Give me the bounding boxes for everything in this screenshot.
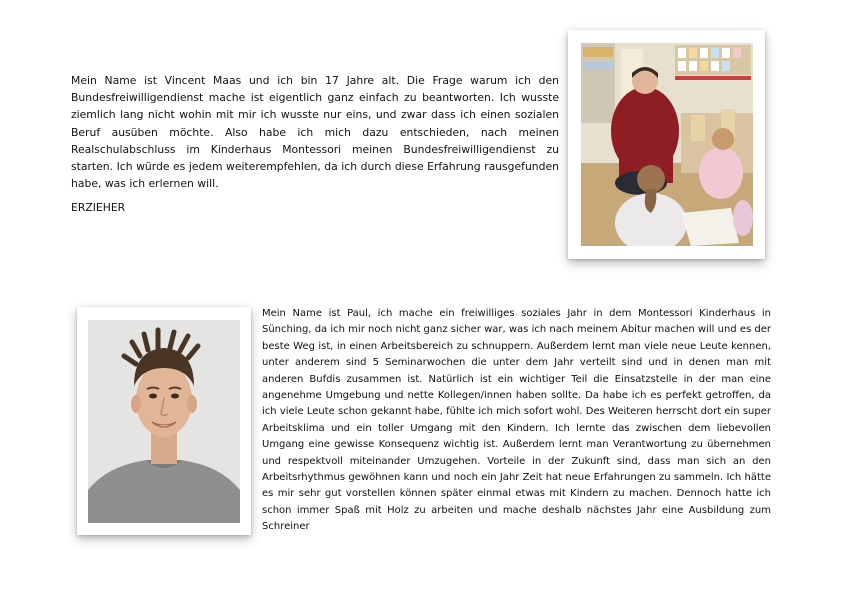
classroom-photo-illustration bbox=[581, 43, 753, 246]
profile-1-role: ERZIEHER bbox=[71, 201, 126, 214]
portrait-photo-illustration bbox=[88, 320, 240, 523]
portrait-photo bbox=[88, 320, 240, 523]
classroom-photo bbox=[581, 43, 753, 246]
profile-1-paragraph: Mein Name ist Vincent Maas und ich bin 17 Jahre alt. Die Frage warum ich den Bundesfreiwilligendienst mache ist eigentlich ganz einfach zu beantworten. Ich wusste ziemlich lang nicht wohin mit mir ich wusste nur eins, und zwar dass ich einen sozialen Beruf ausüben möchte. Also habe ich mich dazu entschieden, nach meinen Realschulabschluss im Kinderhaus Montessori meinen Bundesfreiwilligendienst zu starten. Ich würde es jedem weiterempfehlen, da ich durch diese Erfahrung rausgefunden habe, was ich erlernen will. bbox=[71, 74, 559, 191]
classroom-photo-frame bbox=[568, 30, 765, 259]
portrait-photo-frame bbox=[77, 307, 251, 535]
profile-2-paragraph: Mein Name ist Paul, ich mache ein freiwilliges soziales Jahr in dem Montessori Kinderhaus in Sünching, da ich mir noch nicht ganz sicher war, was ich nach meinem Abitur machen will und es der beste Weg ist, in einen Arbeitsbereich zu schnuppern. Außerdem lernt man viele neue Leute kennen, unter anderem sind 5 Seminarwochen die unter dem Jahr verteilt sind und in denen man mit anderen Bufdis zusammen ist. Natürlich ist ein wichtiger Teil die Einsatzstelle in der man eine angenehme Umgebung und nette Kollegen/innen haben sollte. Da habe ich es perfekt getroffen, da ich viele Leute schon gekannt habe, fühlte ich mich sofort wohl. Des Weiteren herrscht dort ein super Arbeitsklima und ein toller Umgang mit den Kindern. Ich lernte das zwischen dem liebevollen Umgang eine gewisse Konsequenz wichtig ist. Außerdem lernt man Verantwortung zu übernehmen und respektvoll miteinander Umzugehen. Vorteile in der Zukunft sind, dass man sich an den Arbeitsrhythmus gewöhnen kann und noch ein Jahr Zeit hat neue Erfahrungen zu sammeln. Ich hätte es mir sehr gut vorstellen können später einmal etwas mit Kindern zu machen. Dennoch hatte ich schon immer Spaß mit Holz zu arbeiten und mache deshalb nächstes Jahr eine Ausbildung zum Schreiner bbox=[262, 308, 771, 533]
